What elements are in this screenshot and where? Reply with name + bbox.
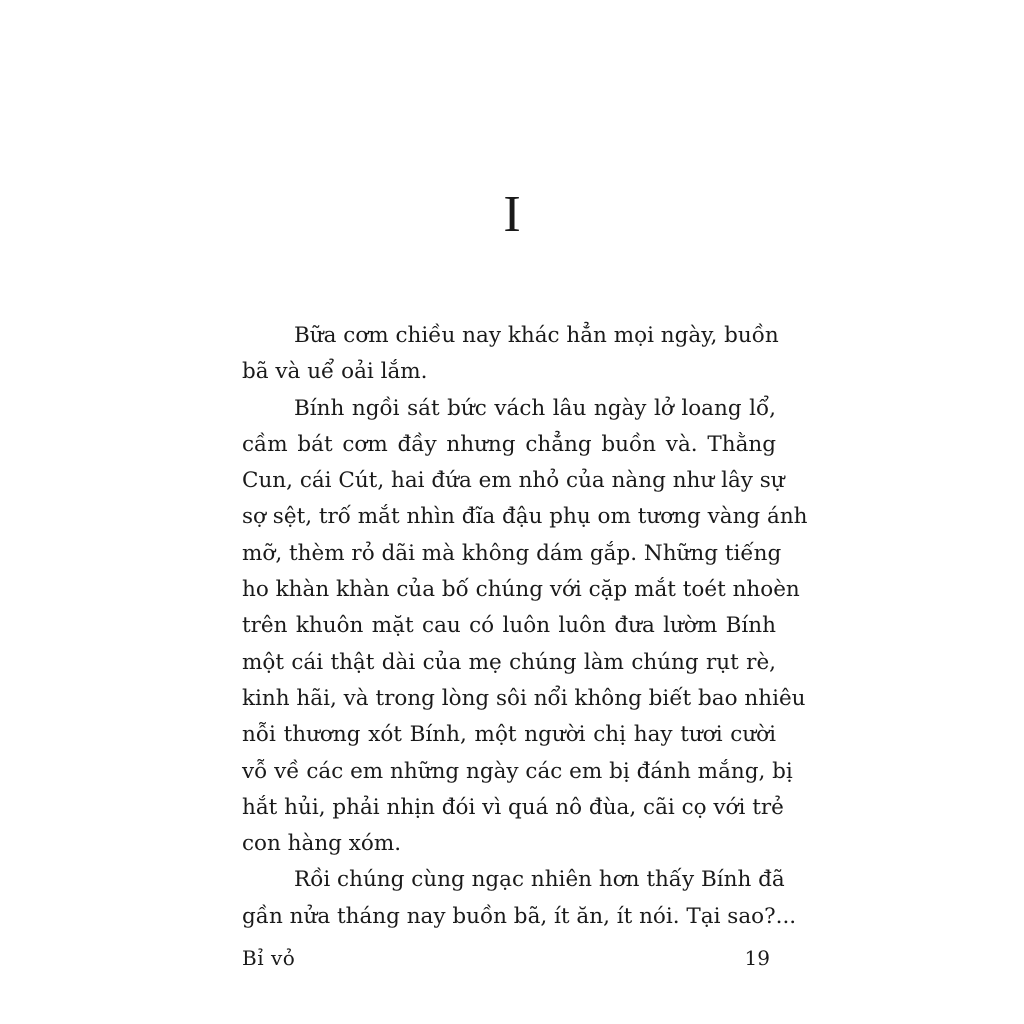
text-line: vỗ về các em những ngày các em bị đánh mắng, bị — [242, 758, 793, 784]
text-line: gần nửa tháng nay buồn bã, ít ăn, ít nói. Tại sao?... — [242, 903, 797, 929]
text-line: Rồi chúng cùng ngạc nhiên hơn thấy Bính đã — [294, 867, 785, 893]
text-line: Cun, cái Cút, hai đứa em nhỏ của nàng như lây sự — [242, 468, 785, 494]
text-line: bã và uể oải lắm. — [242, 359, 428, 385]
text-line: hắt hủi, phải nhịn đói vì quá nô đùa, cãi cọ với trẻ — [242, 794, 784, 820]
text-line: sợ sệt, trố mắt nhìn đĩa đậu phụ om tương vàng ánh — [242, 504, 808, 530]
text-line: con hàng xóm. — [242, 831, 402, 857]
text-line: Bữa cơm chiều nay khác hẳn mọi ngày, buồn — [294, 323, 779, 348]
paragraph — [242, 862, 797, 935]
text-line: Bính ngồi sát bức vách lâu ngày lở loang lổ, — [294, 395, 776, 421]
paragraph — [242, 391, 808, 863]
text-line: ho khàn khàn của bố chúng với cặp mắt toét nhoèn — [242, 577, 800, 603]
text-line: một cái thật dài của mẹ chúng làm chúng rụt rè, — [242, 649, 776, 675]
running-footer-title: Bỉ vỏ — [242, 946, 296, 970]
chapter-number: I — [503, 186, 521, 243]
text-line: nỗi thương xót Bính, một người chị hay tươi cười — [242, 722, 776, 748]
text-line: trên khuôn mặt cau có luôn luôn đưa lườm Bính — [242, 613, 776, 639]
text-line: mỡ, thèm rỏ dãi mà không dám gắp. Những tiếng — [242, 540, 782, 566]
text-line: kinh hãi, và trong lòng sôi nổi không biết bao nhiêu — [242, 685, 806, 711]
page-number: 19 — [744, 946, 770, 970]
body-text — [242, 318, 808, 935]
text-line: cầm bát cơm đầy nhưng chẳng buồn và. Thằng — [242, 431, 776, 457]
paragraph — [242, 318, 779, 391]
